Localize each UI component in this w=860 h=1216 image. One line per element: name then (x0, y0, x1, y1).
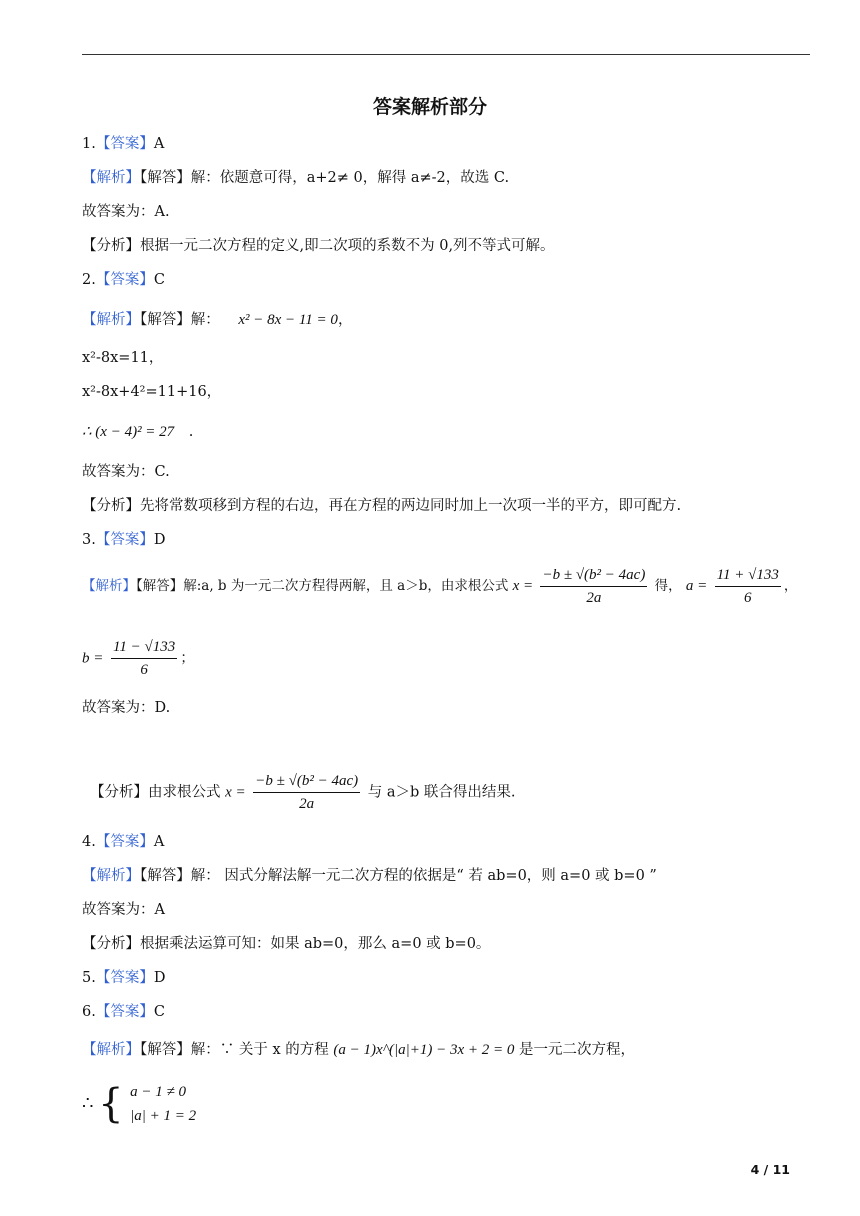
q1-number: 1. (82, 136, 96, 152)
q2-step3-line (82, 422, 193, 442)
q3-analysis-formula (253, 770, 360, 815)
q6-system-eq1: a − 1 ≠ 0 (130, 1084, 186, 1100)
q2-step1: x²-8x=11， (82, 350, 164, 366)
analysis-tag: 【分析】 (82, 238, 140, 254)
q3-semicolon: ； (180, 650, 195, 667)
q2-solve-line (82, 310, 352, 330)
answer-tag: 【答案】 (95, 272, 154, 288)
q3-a-fraction (715, 564, 781, 609)
q3-b-fraction (111, 636, 177, 681)
q5-answer-line (82, 968, 165, 988)
q3-analysis-prefix: 由求根公式 (148, 784, 221, 801)
q1-conclude: 故答案为：A. (82, 204, 170, 220)
q4-answer: A (153, 834, 165, 850)
q3-a-lhs: a = (685, 578, 708, 594)
q3-conclude: 故答案为：D. (82, 700, 171, 716)
q1-answer: A (153, 136, 165, 152)
page-title: 答案解析部分 (372, 96, 487, 118)
q1-analysis-line (82, 236, 555, 256)
q2-number: 2. (82, 272, 96, 288)
q3-analysis-line (90, 770, 515, 815)
page-number: 4 / 11 (750, 1162, 790, 1177)
q3-analysis-suffix: 与 a＞b 联合得出结果. (367, 784, 516, 801)
q2-analysis: 先将常数项移到方程的右边，再在方程的两边同时加上一次项一半的平方，即可配方. (140, 498, 682, 514)
q1-solve: 解：依题意可得，a+2≠ 0，解得 a≠-2，故选 C. (190, 170, 510, 186)
q3-formula-lhs: x = (512, 578, 534, 594)
q6-system (130, 1080, 196, 1128)
solve-tag: 【解答】 (136, 578, 184, 594)
answer-tag: 【答案】 (95, 1004, 154, 1020)
q6-solve-suffix: 是一元二次方程， (518, 1042, 635, 1058)
q4-solve: 解： 因式分解法解一元二次方程的依据是“ 若 ab=0，则 a=0 或 b=0 ” (190, 868, 657, 884)
q2-answer: C (153, 272, 165, 288)
q3-b-denominator: 6 (140, 662, 148, 678)
q2-solve-prefix: 解： (190, 312, 220, 328)
q4-analysis-line (82, 934, 490, 954)
q5-number: 5. (82, 970, 96, 986)
q3-answer-line (82, 530, 165, 550)
q3-b-lhs: b = (82, 650, 104, 667)
solve-tag: 【解答】 (140, 312, 191, 328)
q3-de: 得， (654, 578, 682, 594)
explain-tag: 【解析】 (82, 312, 140, 328)
q4-number: 4. (82, 834, 96, 850)
q2-eq-suffix: ， (337, 312, 353, 328)
q4-conclude: 故答案为：A (82, 902, 165, 918)
q3-formula-numerator: −b ± √(b² − 4ac) (540, 564, 647, 587)
q2-equation: x² − 8x − 11 = 0 (238, 312, 338, 328)
q4-analysis: 根据乘法运算可知：如果 ab=0，那么 a=0 或 b=0。 (140, 936, 491, 952)
explain-tag: 【解析】 (82, 1042, 140, 1058)
q3-comma: ， (783, 578, 798, 594)
q3-a-numerator: 11 + √133 (715, 564, 781, 587)
answer-tag: 【答案】 (95, 834, 154, 850)
q3-quadratic-formula (540, 564, 647, 609)
q3-answer: D (153, 532, 166, 548)
answer-tag: 【答案】 (95, 136, 154, 152)
q2-step3-suffix: . (188, 424, 194, 440)
q3-analysis-lhs: x = (225, 784, 246, 801)
q6-equation: (a − 1)x^(|a|+1) − 3x + 2 = 0 (333, 1042, 515, 1058)
left-brace-icon: { (98, 1081, 124, 1127)
q3-b-line (82, 636, 195, 681)
explain-tag: 【解析】 (82, 868, 140, 884)
q3-formula-denominator: 2a (586, 590, 602, 606)
q1-analysis: 根据一元二次方程的定义,即二次项的系数不为 0,列不等式可解。 (140, 238, 555, 254)
explain-tag: 【解析】 (82, 578, 136, 594)
q6-number: 6. (82, 1004, 96, 1020)
explain-tag: 【解析】 (82, 170, 140, 186)
q6-solve-line (82, 1040, 635, 1060)
q3-a-denominator: 6 (743, 590, 752, 606)
analysis-tag: 【分析】 (82, 498, 140, 514)
q2-analysis-line (82, 496, 681, 516)
q5-answer: D (153, 970, 166, 986)
q6-solve-prefix: 解：∵ 关于 x 的方程 (190, 1042, 329, 1058)
q6-answer: C (153, 1004, 165, 1020)
q3-b-numerator: 11 − √133 (111, 636, 177, 659)
therefore-symbol: ∴ (82, 1093, 94, 1114)
analysis-tag: 【分析】 (82, 936, 140, 952)
q6-answer-line (82, 1002, 165, 1022)
q1-answer-line (82, 134, 164, 154)
q3-solve-line (82, 564, 797, 609)
header-rule (82, 54, 810, 55)
q3-analysis-denominator: 2a (299, 796, 315, 812)
q4-solve-line (82, 866, 657, 886)
analysis-tag: 【分析】 (90, 784, 148, 801)
solve-tag: 【解答】 (140, 1042, 191, 1058)
q4-answer-line (82, 832, 164, 852)
solve-tag: 【解答】 (140, 868, 191, 884)
answer-tag: 【答案】 (95, 532, 154, 548)
q6-system-eq2: |a| + 1 = 2 (130, 1108, 197, 1124)
answer-tag: 【答案】 (95, 970, 154, 986)
q2-conclude: 故答案为：C. (82, 464, 170, 480)
q2-step2: x²-8x+4²=11+16， (82, 384, 222, 400)
solve-tag: 【解答】 (140, 170, 191, 186)
q6-system-line (82, 1080, 196, 1128)
q1-solve-line (82, 168, 509, 188)
q3-solve-text: 解:a, b 为一元二次方程得两解，且 a＞b，由求根公式 (183, 578, 509, 594)
q3-analysis-numerator: −b ± √(b² − 4ac) (253, 770, 360, 793)
q2-answer-line (82, 270, 165, 290)
q2-step3: ∴ (x − 4)² = 27 (82, 424, 175, 440)
q3-number: 3. (82, 532, 96, 548)
